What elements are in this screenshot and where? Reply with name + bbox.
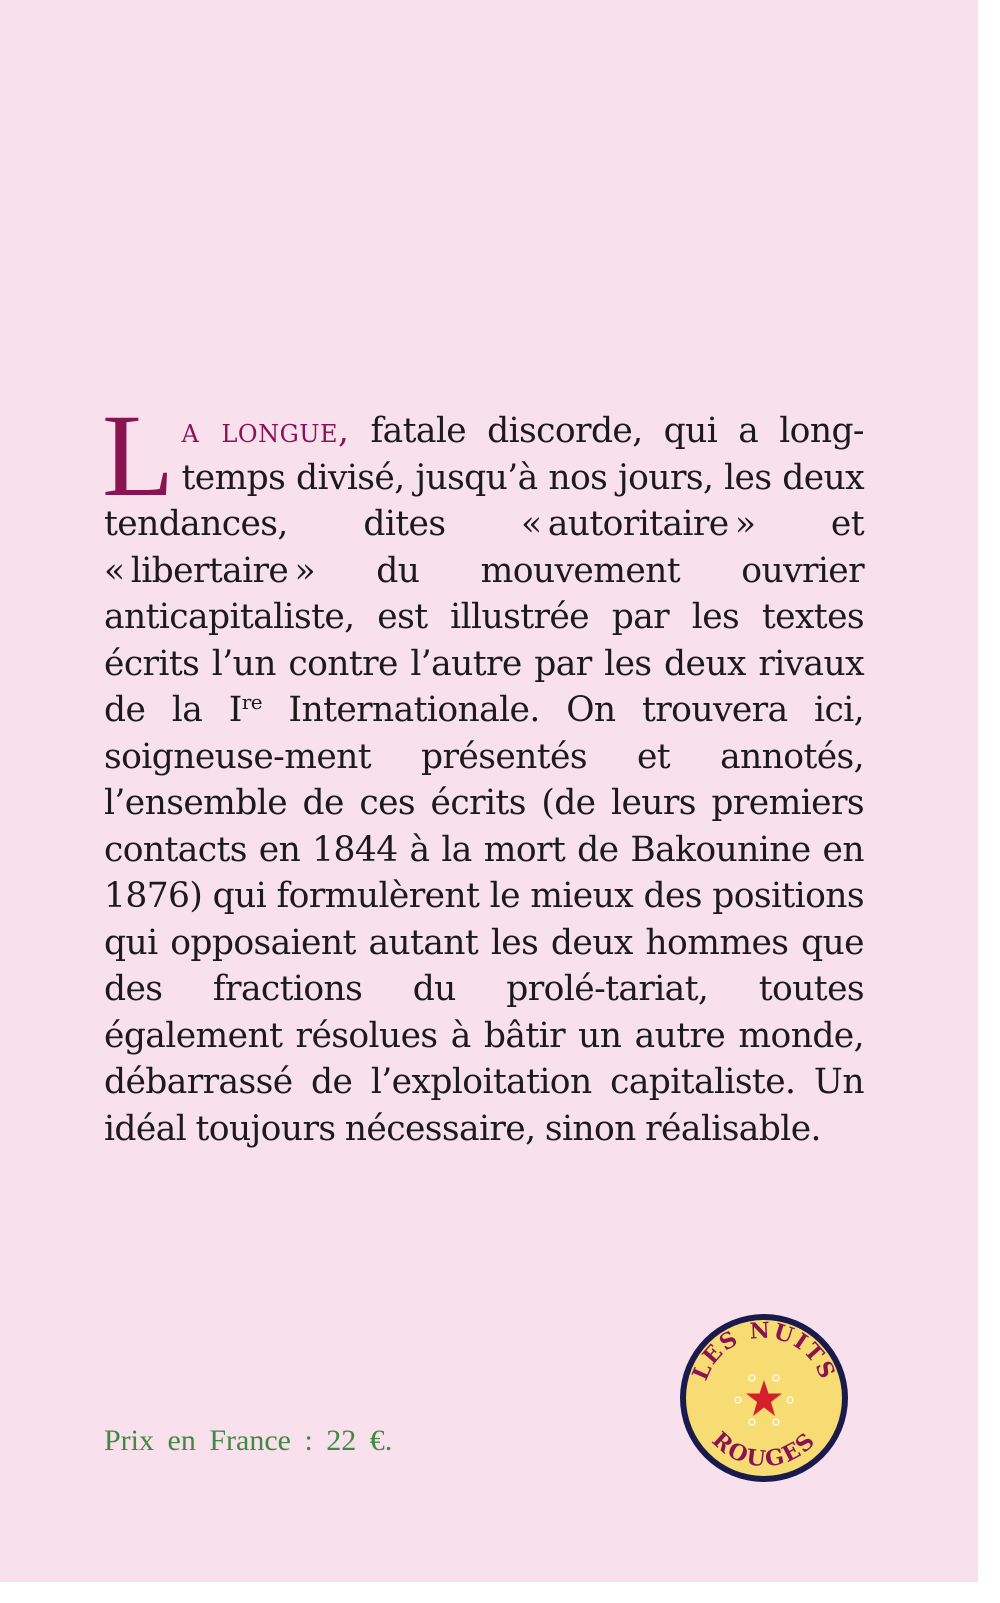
- drop-cap: L: [102, 390, 174, 521]
- numeral-superscript: re: [241, 690, 262, 714]
- publisher-logo: [678, 1312, 850, 1484]
- logo-bottom-text: ROUGES: [706, 1426, 822, 1473]
- blurb-text: [102, 390, 864, 1152]
- blurb-part-1: fatale discorde, qui a long-temps divisé, jusqu’à nos jours, les deux tendances, dites « autoritaire » et « libertaire » du mouvement ouvrier anticapitaliste, est illustrée par les textes écrits l’un contre l’autre par les deux rivaux de la: [104, 411, 864, 730]
- blurb-part-2: Internationale. On trouvera ici, soigneuse-ment présentés et annotés, l’ensemble de ces écrits (de leurs premiers contacts en 1844 à la mort de Bakounine en 1876) qui formulèrent le mieux des positions qui opposaient autant les deux hommes que des fractions du prolé-tariat, toutes également résolues à bâtir un autre monde, débarrassé de l’exploitation capitaliste. Un idéal toujours nécessaire, sinon réalisable.: [104, 690, 864, 1149]
- roman-numeral: I: [228, 690, 242, 730]
- price-label: Prix en France : 22 €.: [104, 1424, 393, 1457]
- logo-top-text: LES NUITS: [687, 1317, 841, 1385]
- lead-in: a longue,: [181, 411, 350, 451]
